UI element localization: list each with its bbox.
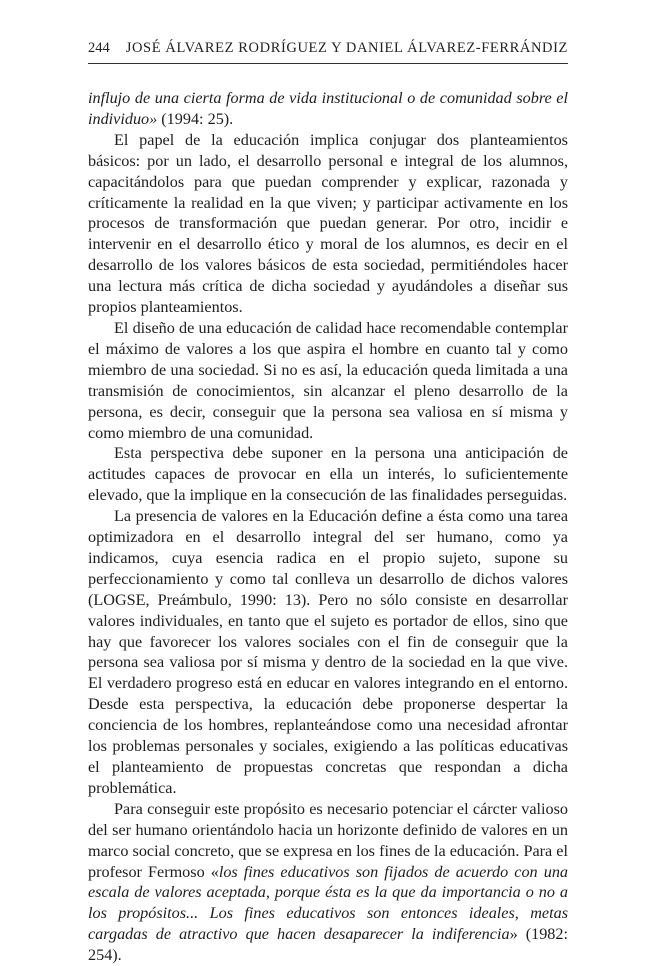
header-rule — [88, 63, 568, 64]
paragraph: El diseño de una educación de calidad hace recomendable contemplar el máximo de valores a los que aspira el hombre en cuanto tal y como miembro de una sociedad. Si no es así, la educación queda limitada a una transmisión de conocimientos, sin alcanzar el pleno desarrollo de la persona, es decir, conseguir que la persona sea valiosa en sí misma y como miembro de una comunidad. — [88, 318, 568, 442]
running-header-authors: JOSÉ ÁLVAREZ RODRÍGUEZ Y DANIEL ÁLVAREZ-FERRÁNDIZ — [125, 40, 568, 56]
citation: (1994: 25). — [157, 109, 234, 128]
paragraph-with-quote — [88, 799, 568, 966]
paragraph: Esta perspectiva debe suponer en la persona una anticipación de actitudes capaces de provocar en ella un interés, lo suficientemente elevado, que la implique en la consecución de las finalidades perseguidas. — [88, 444, 568, 505]
quote-italic: los fines educativos son fijados de acuerdo con una escala de valores aceptada, porque ésta es la que da importancia o no a los propósitos... Los fines educativos son entonces ideales, metas cargadas de atractivo que hacen desaparecer la indiferencia — [88, 862, 569, 944]
paragraph: La presencia de valores en la Educación define a ésta como una tarea optimizadora en el desarrollo integral del ser humano, como ya indicamos, cuya esencia radica en el propio sujeto, supone su perfeccionamiento y como tal conlleva un desarrollo de dichos valores (LOGSE, Preámbulo, 1990: 13). Pero no sólo consiste en desarrollar valores individuales, en tanto que el sujeto es portador de ellos, sino que hay que favorecer los valores sociales con el fin de conseguir que la persona sea valiosa por sí misma y dentro de la sociedad en la que vive. El verdadero progreso está en educar en valores integrando en el entorno. Desde esta perspectiva, la educación debe proponerse despertar la conciencia de los hombres, replanteándose como una necesidad afrontar los problemas personales y sociales, exigiendo a las políticas educativas el planteamiento de propuestas concretas que respondan a dicha problemática. — [88, 507, 568, 797]
paragraph-continued-quote — [88, 88, 568, 130]
page-number: 244 — [88, 40, 110, 56]
book-page — [88, 40, 568, 966]
quote-italic: influjo de una cierta forma de vida institucional o de comunidad sobre el individuo» — [88, 89, 568, 128]
paragraph: El papel de la educación implica conjugar dos planteamientos básicos: por un lado, el desarrollo personal e integral de los alumnos, capacitándolos para que puedan comprender y explicar, razonada y críticamente la realidad en la que viven; y participar activamente en los procesos de transformación que puedan generar. Por otro, incidir e intervenir en el desarrollo ético y moral de los alumnos, es decir en el desarrollo de los valores básicos de esta sociedad, permitiéndoles hacer una lectura más crítica de dicha sociedad y ayudándoles a diseñar sus propios planteamientos. — [88, 130, 568, 317]
running-header — [88, 40, 568, 57]
citation: » (1982: 254). — [88, 925, 568, 965]
body-text — [88, 88, 568, 966]
paragraph-text: Para conseguir este propósito es necesario potenciar el cárcter valioso del ser humano orientándolo hacia un horizonte definido de valores en un marco social concreto, que se expresa en los fines de la educación. Para el profesor Fermoso « — [88, 799, 568, 881]
